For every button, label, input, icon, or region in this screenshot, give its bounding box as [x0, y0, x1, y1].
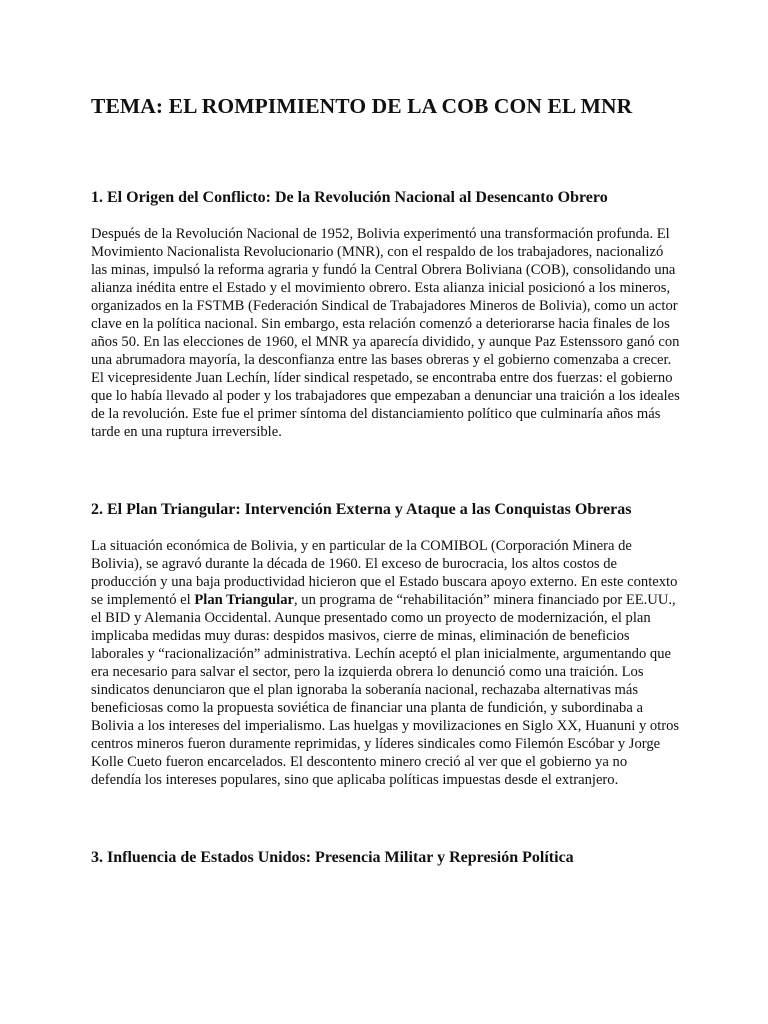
plan-triangular-term: Plan Triangular: [194, 592, 294, 608]
section-2-heading: 2. El Plan Triangular: Intervención Externa y Ataque a las Conquistas Obreras: [91, 501, 632, 518]
section-2-paragraph: [91, 537, 680, 789]
document-title: TEMA: EL ROMPIMIENTO DE LA COB CON EL MNR: [91, 94, 633, 118]
section-1: [91, 189, 680, 441]
section-1-paragraph: Después de la Revolución Nacional de 1952, Bolivia experimentó una transformación profunda. El Movimiento Nacionalista Revolucionario (MNR), con el respaldo de los trabajadores, nacionalizó las minas, impulsó la reforma agraria y fundó la Central Obrera Boliviana (COB), consolidando una alianza inédita entre el Estado y el movimiento obrero. Esta alianza inicial posicionó a los mineros, organizados en la FSTMB (Federación Sindical de Trabajadores Mineros de Bolivia), como un actor clave en la política nacional. Sin embargo, esta relación comenzó a deteriorarse hacia finales de los años 50. En las elecciones de 1960, el MNR ya aparecía dividido, y aunque Paz Estenssoro ganó con una abrumadora mayoría, la desconfianza entre las bases obreras y el gobierno comenzaba a crecer. El vicepresidente Juan Lechín, líder sindical respetado, se encontraba entre dos fuerzas: el gobierno que lo había llevado al poder y los trabajadores que empezaban a denunciar una traición a los ideales de la revolución. Este fue el primer síntoma del distanciamiento político que culminaría años más tarde en una ruptura irreversible.: [91, 226, 680, 440]
section-2: [91, 501, 680, 789]
section-3-heading: 3. Influencia de Estados Unidos: Presencia Militar y Represión Política: [91, 849, 574, 866]
section-1-heading: 1. El Origen del Conflicto: De la Revolución Nacional al Desencanto Obrero: [91, 189, 608, 206]
section-3: [91, 849, 680, 867]
section-2-text-before: La situación económica de Bolivia, y en particular de la COMIBOL (Corporación Minera de Bolivia), se agravó durante la década de 1960. El exceso de burocracia, los altos costos de producción y una baja productividad hicieron que el Estado buscara apoyo externo. En este contexto se implementó el: [91, 538, 678, 608]
section-2-text-after: , un programa de “rehabilitación” minera financiado por EE.UU., el BID y Alemania Occidental. Aunque presentado como un proyecto de modernización, el plan implicaba medidas muy duras: despidos masivos, cierre de minas, eliminación de beneficios laborales y “racionalización” administrativa. Lechín aceptó el plan inicialmente, argumentando que era necesario para salvar el sector, pero la izquierda obrera lo denunció como una traición. Los sindicatos denunciaron que el plan ignoraba la soberanía nacional, rechazaba alternativas más beneficiosas como la propuesta soviética de financiar una planta de fundición, y subordinaba a Bolivia a los intereses del imperialismo. Las huelgas y movilizaciones en Siglo XX, Huanuni y otros centros mineros fueron duramente reprimidas, y líderes sindicales como Filemón Escóbar y Jorge Kolle Cueto fueron encarcelados. El descontento minero creció al ver que el gobierno ya no defendía los intereses populares, sino que aplicaba políticas impuestas desde el extranjero.: [91, 592, 680, 788]
